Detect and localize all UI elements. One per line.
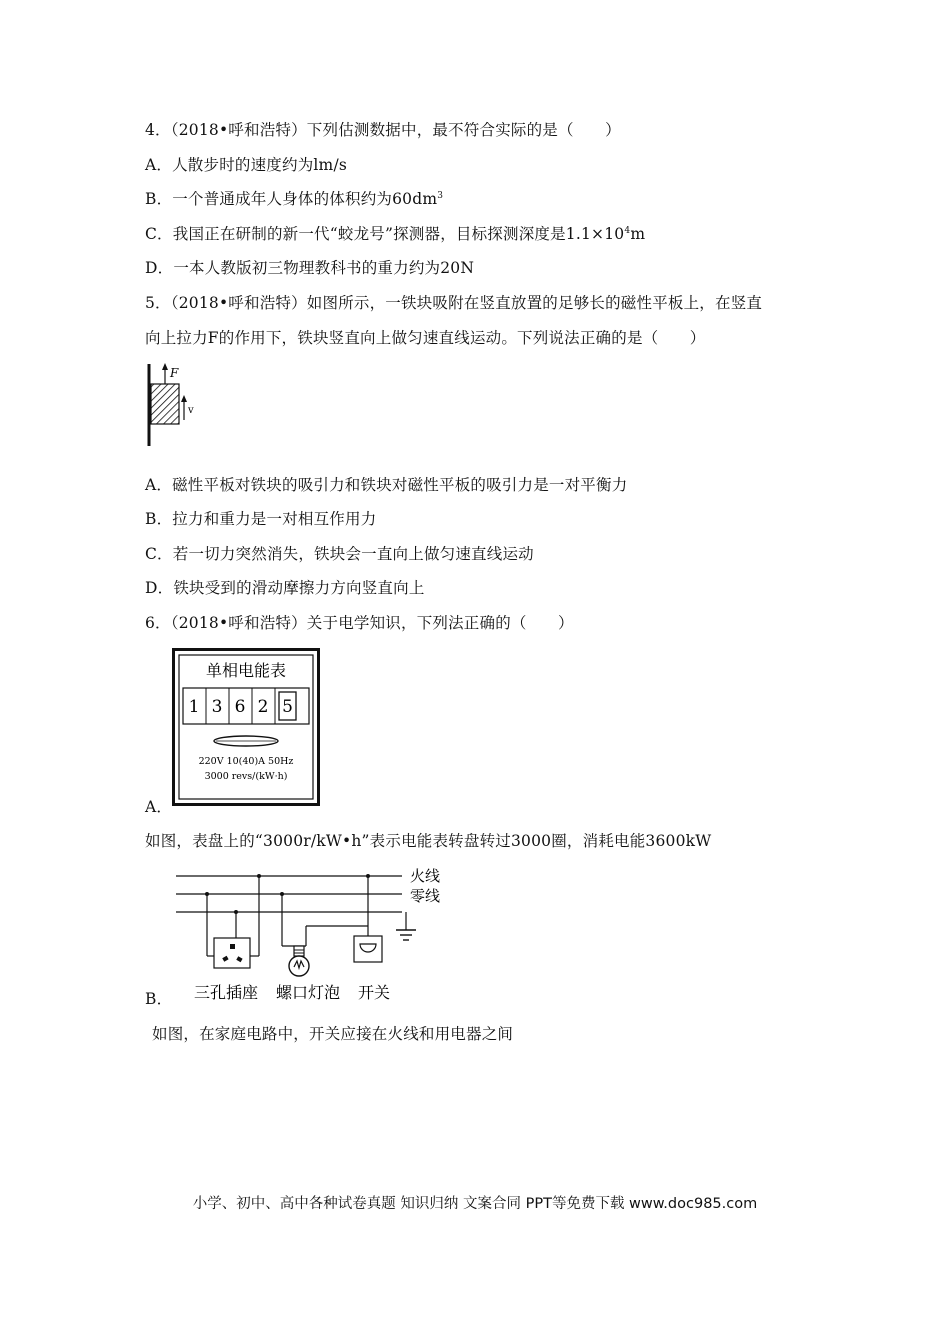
q4-option-d: D．一本人教版初三物理教科书的重力约为20N xyxy=(145,259,475,277)
meter-digit-3: 6 xyxy=(234,697,246,717)
socket-box xyxy=(214,938,250,968)
q5-option-b: B．拉力和重力是一对相互作用力 xyxy=(145,510,377,528)
q4-stem: 4．（2018•呼和浩特）下列估测数据中，最不符合实际的是（ ） xyxy=(145,121,621,139)
socket-caption: 三孔插座 xyxy=(193,983,259,1002)
screw-bulb xyxy=(289,946,309,976)
meter-spec-revs: 3000 revs/(kW·h) xyxy=(204,771,288,782)
household-circuit-figure xyxy=(170,862,450,1004)
q4-option-a: A．人散步时的速度约为lm/s xyxy=(145,156,348,174)
q5-option-a: A．磁性平板对铁块的吸引力和铁块对磁性平板的吸引力是一对平衡力 xyxy=(145,476,628,494)
meter-digit-4: 2 xyxy=(257,697,269,717)
switch-caption: 开关 xyxy=(357,983,391,1002)
live-wire-label: 火线 xyxy=(410,867,441,885)
q6-option-a-label: A． xyxy=(145,798,173,816)
velocity-label: v xyxy=(188,405,194,416)
neutral-wire-label: 零线 xyxy=(410,887,441,905)
q4-option-b xyxy=(145,187,443,209)
q5-option-d: D．铁块受到的滑动摩擦力方向竖直向上 xyxy=(145,579,425,597)
q4-option-c-text: C．我国正在研制的新一代“蛟龙号”探测器，目标探测深度是1.1×10 xyxy=(145,225,625,243)
q4-option-c-exponent: 4 xyxy=(624,225,631,236)
q5-stem-line2: 向上拉力F的作用下，铁块竖直向上做匀速直线运动。下列说法正确的是（ ） xyxy=(145,329,706,347)
q5-stem-line1: 5．（2018•呼和浩特）如图所示，一铁块吸附在竖直放置的足够长的磁性平板上，在竖直 xyxy=(145,294,763,312)
meter-digit-2: 3 xyxy=(211,697,223,717)
meter-spec-rating: 220V 10(40)A 50Hz xyxy=(198,756,294,767)
iron-block xyxy=(151,384,179,424)
iron-block-figure xyxy=(140,362,200,448)
q4-option-b-text: B．一个普通成年人身体的体积约为60dm xyxy=(145,190,438,208)
switch-box xyxy=(354,936,382,962)
q4-option-c xyxy=(145,222,645,244)
meter-digit-5: 5 xyxy=(282,697,293,717)
q4-option-b-exponent: 3 xyxy=(437,190,444,201)
q6-stem: 6．（2018•呼和浩特）关于电学知识，下列法正确的（ ） xyxy=(145,614,574,632)
page-footer: 小学、初中、高中各种试卷真题 知识归纳 文案合同 PPT等免费下载 www.doc985.com xyxy=(192,1196,758,1212)
meter-digit-1: 1 xyxy=(188,697,200,717)
force-label: F xyxy=(170,366,179,380)
meter-title: 单相电能表 xyxy=(205,661,287,680)
bulb-caption: 螺口灯泡 xyxy=(275,983,341,1002)
q5-option-c: C．若一切力突然消失，铁块会一直向上做匀速直线运动 xyxy=(145,545,534,563)
q6-option-a-text: 如图，表盘上的“3000r/kW•h”表示电能表转盘转过3000圈，消耗电能3600kW xyxy=(145,832,712,850)
q4-option-c-unit: m xyxy=(630,225,646,243)
q6-option-b-text: 如图，在家庭电路中，开关应接在火线和用电器之间 xyxy=(152,1025,514,1043)
energy-meter-figure xyxy=(172,648,320,806)
q6-option-b-label: B． xyxy=(145,990,173,1008)
